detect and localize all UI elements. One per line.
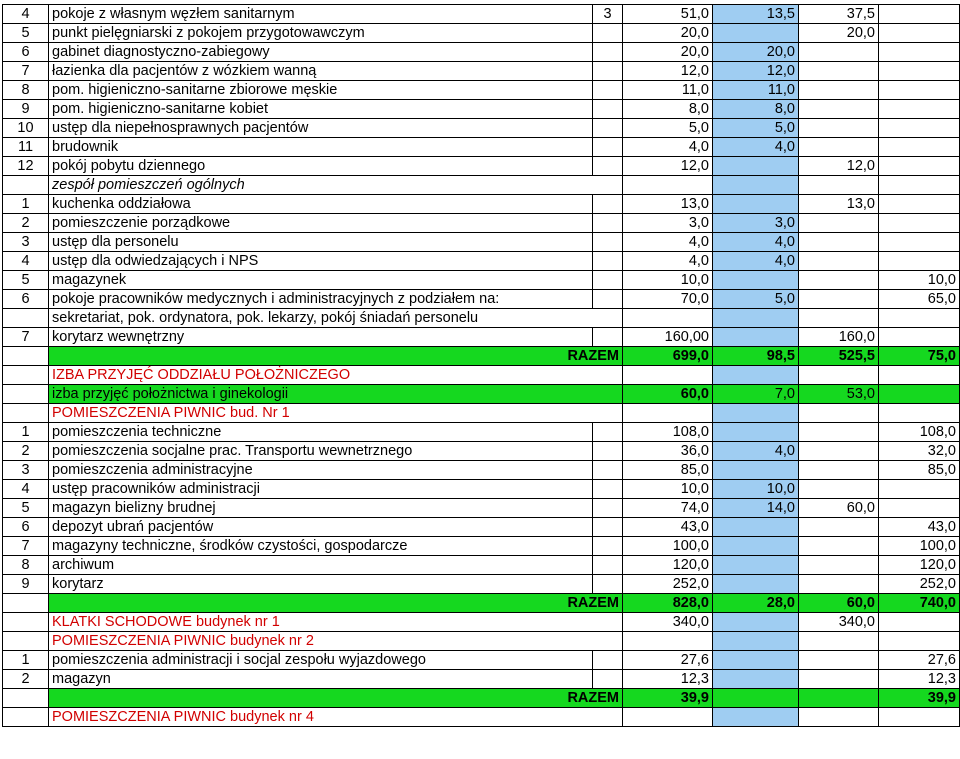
room-name: brudownik [49,138,593,157]
area-col-3: 53,0 [799,385,879,404]
area-col-3 [799,632,879,651]
area-col-2: 4,0 [713,442,799,461]
area-col-4 [879,81,960,100]
area-total [623,176,713,195]
area-col-3 [799,423,879,442]
total-label: RAZEM [49,347,623,366]
area-col-3: 60,0 [799,499,879,518]
row-number [3,689,49,708]
row-number [3,613,49,632]
row-number [3,309,49,328]
area-col-2: 14,0 [713,499,799,518]
area-col-4: 65,0 [879,290,960,309]
section-title: zespół pomieszczeń ogólnych [49,176,623,195]
area-col-3 [799,366,879,385]
table-body [3,5,960,727]
table-row [3,670,960,689]
area-total [623,404,713,423]
area-col-3 [799,575,879,594]
room-count [593,442,623,461]
area-col-3 [799,404,879,423]
room-count [593,138,623,157]
area-col-2: 20,0 [713,43,799,62]
table-row [3,119,960,138]
area-col-4 [879,499,960,518]
row-number: 6 [3,290,49,309]
area-col-3 [799,480,879,499]
area-total: 12,0 [623,157,713,176]
table-row [3,461,960,480]
area-total: 120,0 [623,556,713,575]
area-total: 51,0 [623,5,713,24]
area-col-3 [799,670,879,689]
row-number: 5 [3,271,49,290]
table-row [3,252,960,271]
stairwell-row [3,613,960,632]
room-count [593,480,623,499]
area-col-2 [713,613,799,632]
area-col-2 [713,176,799,195]
total-col-3: 525,5 [799,347,879,366]
area-col-4: 108,0 [879,423,960,442]
row-number: 1 [3,423,49,442]
table-row [3,138,960,157]
section-title: IZBA PRZYJĘĆ ODDZIAŁU POŁOŻNICZEGO [49,366,623,385]
area-col-4 [879,62,960,81]
table-row [3,328,960,347]
area-col-4 [879,309,960,328]
area-col-3: 37,5 [799,5,879,24]
area-col-2 [713,461,799,480]
area-total [623,632,713,651]
area-total: 3,0 [623,214,713,233]
area-col-4: 120,0 [879,556,960,575]
row-number: 3 [3,461,49,480]
area-col-2: 11,0 [713,81,799,100]
green-item-row [3,385,960,404]
section-header-row [3,404,960,423]
area-col-4 [879,613,960,632]
area-total: 8,0 [623,100,713,119]
area-col-2: 12,0 [713,62,799,81]
area-col-4 [879,214,960,233]
area-total: 4,0 [623,233,713,252]
row-number: 5 [3,499,49,518]
row-number: 2 [3,442,49,461]
row-number: 5 [3,24,49,43]
area-col-2 [713,309,799,328]
room-count [593,62,623,81]
row-number: 4 [3,480,49,499]
area-col-4 [879,328,960,347]
row-number: 7 [3,537,49,556]
table-row [3,157,960,176]
area-col-2: 4,0 [713,252,799,271]
area-col-4 [879,233,960,252]
room-name: pomieszczenie porządkowe [49,214,593,233]
row-number: 1 [3,651,49,670]
area-col-2: 5,0 [713,290,799,309]
area-col-2: 7,0 [713,385,799,404]
table-row [3,480,960,499]
row-number: 2 [3,670,49,689]
row-number [3,385,49,404]
area-col-3 [799,233,879,252]
room-count [593,100,623,119]
row-number: 1 [3,195,49,214]
room-count: 3 [593,5,623,24]
area-total: 20,0 [623,43,713,62]
area-col-4 [879,708,960,727]
total-col-2: 28,0 [713,594,799,613]
area-total [623,366,713,385]
room-count [593,252,623,271]
area-col-4 [879,385,960,404]
room-count [593,214,623,233]
row-number [3,708,49,727]
area-total: 74,0 [623,499,713,518]
row-number [3,404,49,423]
area-total: 85,0 [623,461,713,480]
table-row [3,214,960,233]
area-col-4 [879,176,960,195]
row-number [3,594,49,613]
room-name: KLATKI SCHODOWE budynek nr 1 [49,613,623,632]
area-col-4 [879,404,960,423]
table-row [3,81,960,100]
area-col-2 [713,271,799,290]
table-row [3,62,960,81]
room-count [593,670,623,689]
area-total: 108,0 [623,423,713,442]
room-name: ustęp dla odwiedzających i NPS [49,252,593,271]
table-row [3,100,960,119]
total-row [3,689,960,708]
area-total: 11,0 [623,81,713,100]
room-name: magazyn [49,670,593,689]
room-count [593,328,623,347]
table-row [3,290,960,309]
area-col-3 [799,290,879,309]
area-total: 100,0 [623,537,713,556]
table-row [3,423,960,442]
area-total: 340,0 [623,613,713,632]
area-total: 160,00 [623,328,713,347]
area-col-4 [879,24,960,43]
room-count [593,499,623,518]
row-number: 4 [3,252,49,271]
row-number: 10 [3,119,49,138]
area-col-4: 27,6 [879,651,960,670]
room-name: magazyn bielizny brudnej [49,499,593,518]
area-col-4 [879,157,960,176]
area-col-4: 32,0 [879,442,960,461]
area-col-4: 12,3 [879,670,960,689]
table-row [3,556,960,575]
total-row [3,347,960,366]
total-col-3: 60,0 [799,594,879,613]
area-col-4: 100,0 [879,537,960,556]
area-total: 10,0 [623,480,713,499]
area-col-3 [799,461,879,480]
area-col-3 [799,62,879,81]
area-col-2 [713,575,799,594]
room-name: depozyt ubrań pacjentów [49,518,593,537]
room-name: pomieszczenia administracji i socjal zespołu wyjazdowego [49,651,593,670]
area-col-2 [713,157,799,176]
area-total: 10,0 [623,271,713,290]
total-label: RAZEM [49,594,623,613]
room-count [593,461,623,480]
area-col-4: 85,0 [879,461,960,480]
room-count [593,43,623,62]
room-name: magazyny techniczne, środków czystości, gospodarcze [49,537,593,556]
room-name: pom. higieniczno-sanitarne zbiorowe męskie [49,81,593,100]
area-col-2: 8,0 [713,100,799,119]
row-number: 6 [3,43,49,62]
room-name: magazynek [49,271,593,290]
area-col-3 [799,271,879,290]
area-col-4 [879,480,960,499]
room-count [593,24,623,43]
area-col-4: 43,0 [879,518,960,537]
area-col-2: 4,0 [713,233,799,252]
table-row [3,537,960,556]
continuation-row [3,309,960,328]
row-number: 3 [3,233,49,252]
section-title: POMIESZCZENIA PIWNIC budynek nr 2 [49,632,623,651]
table-row [3,5,960,24]
area-col-3 [799,556,879,575]
area-total: 252,0 [623,575,713,594]
area-col-3 [799,214,879,233]
area-col-3 [799,100,879,119]
room-name: punkt pielęgniarski z pokojem przygotowawczym [49,24,593,43]
row-number: 8 [3,556,49,575]
area-col-2 [713,670,799,689]
section-title: POMIESZCZENIA PIWNIC bud. Nr 1 [49,404,623,423]
area-col-4 [879,138,960,157]
table-row [3,499,960,518]
room-name-continued: sekretariat, pok. ordynatora, pok. lekarzy, pokój śniadań personelu [49,309,623,328]
table-row [3,442,960,461]
table-row [3,43,960,62]
total-col-4: 740,0 [879,594,960,613]
total-area: 699,0 [623,347,713,366]
room-name: korytarz wewnętrzny [49,328,593,347]
room-count [593,271,623,290]
room-count [593,119,623,138]
area-col-4 [879,100,960,119]
row-number: 7 [3,328,49,347]
area-col-3 [799,138,879,157]
area-total [623,309,713,328]
area-total: 20,0 [623,24,713,43]
row-number: 9 [3,575,49,594]
room-name: ustęp pracowników administracji [49,480,593,499]
room-count [593,518,623,537]
area-col-2: 3,0 [713,214,799,233]
area-col-3: 20,0 [799,24,879,43]
room-count [593,423,623,442]
row-number [3,366,49,385]
area-col-2 [713,328,799,347]
area-total [623,708,713,727]
room-name: pokoje pracowników medycznych i administracyjnych z podziałem na: [49,290,593,309]
row-number: 8 [3,81,49,100]
area-col-3 [799,119,879,138]
area-col-2 [713,423,799,442]
total-col-2 [713,689,799,708]
row-number [3,347,49,366]
room-name: pomieszczenia socjalne prac. Transportu wewnetrznego [49,442,593,461]
area-total: 4,0 [623,252,713,271]
row-number: 7 [3,62,49,81]
room-name: łazienka dla pacjentów z wózkiem wanną [49,62,593,81]
area-col-2 [713,556,799,575]
row-number: 12 [3,157,49,176]
area-col-4 [879,366,960,385]
area-col-4 [879,252,960,271]
area-col-3 [799,81,879,100]
area-col-3: 13,0 [799,195,879,214]
room-name: archiwum [49,556,593,575]
row-number: 2 [3,214,49,233]
room-count [593,81,623,100]
area-col-3 [799,43,879,62]
area-col-2: 4,0 [713,138,799,157]
total-col-4: 39,9 [879,689,960,708]
area-col-3 [799,176,879,195]
room-count [593,651,623,670]
room-name: pom. higieniczno-sanitarne kobiet [49,100,593,119]
total-area: 828,0 [623,594,713,613]
area-total: 12,0 [623,62,713,81]
area-col-3 [799,252,879,271]
total-label: RAZEM [49,689,623,708]
area-col-2 [713,651,799,670]
area-col-3 [799,708,879,727]
area-col-3: 12,0 [799,157,879,176]
row-number: 4 [3,5,49,24]
area-col-2: 13,5 [713,5,799,24]
room-count [593,556,623,575]
area-col-2: 10,0 [713,480,799,499]
row-number [3,632,49,651]
room-count [593,233,623,252]
area-col-3: 160,0 [799,328,879,347]
total-col-3 [799,689,879,708]
area-total: 43,0 [623,518,713,537]
area-col-4 [879,119,960,138]
total-row [3,594,960,613]
area-col-2 [713,404,799,423]
area-col-2 [713,518,799,537]
rooms-area-table [2,4,960,727]
section-header-row [3,708,960,727]
area-col-2: 5,0 [713,119,799,138]
table-row [3,518,960,537]
row-number: 9 [3,100,49,119]
room-name: ustęp dla niepełnosprawnych pacjentów [49,119,593,138]
room-name: korytarz [49,575,593,594]
area-col-4 [879,5,960,24]
total-col-4: 75,0 [879,347,960,366]
area-col-4 [879,43,960,62]
area-total: 27,6 [623,651,713,670]
area-col-4: 10,0 [879,271,960,290]
row-number: 11 [3,138,49,157]
row-number: 6 [3,518,49,537]
area-col-2 [713,195,799,214]
area-col-3 [799,442,879,461]
area-total: 4,0 [623,138,713,157]
room-name: kuchenka oddziałowa [49,195,593,214]
area-col-3 [799,651,879,670]
area-col-4 [879,195,960,214]
area-total: 70,0 [623,290,713,309]
room-name: ustęp dla personelu [49,233,593,252]
area-col-4 [879,632,960,651]
section-header-row [3,632,960,651]
area-total: 12,3 [623,670,713,689]
area-total: 60,0 [623,385,713,404]
area-col-3: 340,0 [799,613,879,632]
table-row [3,233,960,252]
area-col-3 [799,518,879,537]
section-header-row [3,176,960,195]
total-area: 39,9 [623,689,713,708]
room-count [593,157,623,176]
total-col-2: 98,5 [713,347,799,366]
room-count [593,195,623,214]
table-row [3,271,960,290]
section-title: POMIESZCZENIA PIWNIC budynek nr 4 [49,708,623,727]
room-count [593,575,623,594]
area-total: 5,0 [623,119,713,138]
area-col-2 [713,708,799,727]
area-col-3 [799,537,879,556]
section-header-row [3,366,960,385]
table-row [3,24,960,43]
area-col-2 [713,366,799,385]
room-name: pokój pobytu dziennego [49,157,593,176]
area-col-2 [713,537,799,556]
area-col-3 [799,309,879,328]
room-name: gabinet diagnostyczno-zabiegowy [49,43,593,62]
area-col-4: 252,0 [879,575,960,594]
room-count [593,537,623,556]
room-name: pomieszczenia techniczne [49,423,593,442]
table-row [3,575,960,594]
room-name: izba przyjęć położnictwa i ginekologii [49,385,623,404]
area-total: 13,0 [623,195,713,214]
room-name: pokoje z własnym węzłem sanitarnym [49,5,593,24]
table-row [3,195,960,214]
table-row [3,651,960,670]
area-col-2 [713,24,799,43]
area-total: 36,0 [623,442,713,461]
room-count [593,290,623,309]
room-name: pomieszczenia administracyjne [49,461,593,480]
row-number [3,176,49,195]
area-col-2 [713,632,799,651]
